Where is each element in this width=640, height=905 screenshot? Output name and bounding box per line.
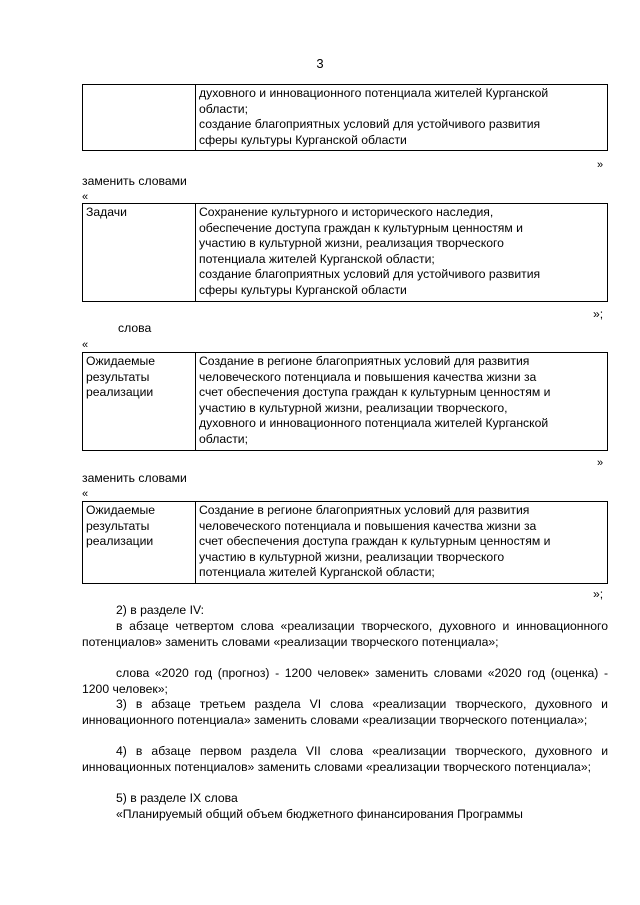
text-line: человеческого потенциала и повышения качества жизни за — [199, 518, 537, 533]
opening-quote: « — [82, 488, 89, 500]
text-line: Создание в регионе благоприятных условий для развития — [199, 503, 530, 517]
text-line: сферы культуры Курганской области — [199, 282, 407, 297]
text-line: результаты — [86, 369, 150, 384]
text-line: Ожидаемые — [86, 354, 156, 368]
table-cell-content — [196, 204, 608, 302]
table-goals-old — [82, 84, 608, 151]
closing-quote: » — [597, 457, 604, 469]
text-line: области; — [199, 431, 248, 446]
text-line: духовного и инновационного потенциала жителей Курганской — [199, 86, 549, 100]
text-line: реализации — [86, 385, 154, 400]
table-cell-content — [196, 502, 608, 584]
text-line: участию в культурной жизни, реализации творческого, — [199, 400, 508, 415]
text-line: создание благоприятных условий для устойчивого развития — [199, 117, 541, 132]
text-line: Ожидаемые — [86, 503, 156, 517]
text-line: человеческого потенциала и повышения качества жизни за — [199, 369, 537, 384]
table-cell-label — [83, 353, 196, 451]
table-cell-label — [83, 85, 196, 151]
table-cell-content — [196, 85, 608, 151]
paragraph: 5) в разделе IX слова — [116, 791, 238, 805]
text-line: реализации — [86, 534, 154, 549]
words-label: слова — [118, 321, 152, 335]
table-cell-label — [83, 502, 196, 584]
text-line: обеспечение доступа граждан к культурным ценностям и — [199, 220, 523, 235]
paragraph: «Планируемый общий объем бюджетного финансирования Программы — [116, 807, 523, 821]
closing-quote: »; — [593, 307, 604, 321]
opening-quote: « — [82, 339, 89, 351]
closing-quote: »; — [593, 587, 604, 601]
opening-quote: « — [82, 191, 89, 203]
table-cell-content — [196, 353, 608, 451]
text-line: области; — [199, 101, 248, 116]
text-line: Создание в регионе благоприятных условий для развития — [199, 354, 530, 368]
table-cell-label: Задачи — [83, 204, 196, 302]
table-results-old — [82, 352, 608, 451]
text-line: Сохранение культурного и исторического наследия, — [199, 205, 494, 219]
text-line: результаты — [86, 518, 150, 533]
paragraph: 2) в разделе IV: — [116, 603, 205, 617]
paragraph: 4) в абзаце первом раздела VII слова «реализации творческого, духовного и инновационных потенциалов» заменить словами «реализации творческого потенциала»; — [82, 744, 608, 774]
closing-quote: » — [597, 159, 604, 171]
paragraph: слова «2020 год (прогноз) - 1200 человек» заменить словами «2020 год (оценка) - 1200 человек»; — [82, 666, 608, 696]
replace-phrase: заменить словами — [82, 471, 187, 485]
text-line: счет обеспечения доступа граждан к культурным ценностям и — [199, 534, 551, 549]
paragraph: в абзаце четвертом слова «реализации творческого, духовного и инновационного потенциалов» заменить словами «реализации творческого потенциала»; — [82, 619, 608, 649]
text-line: участию в культурной жизни, реализация творческого — [199, 236, 504, 251]
text-line: духовного и инновационного потенциала жителей Курганской — [199, 416, 549, 431]
text-line: потенциала жителей Курганской области; — [199, 251, 435, 266]
text-line: счет обеспечения доступа граждан к культурным ценностям и — [199, 385, 551, 400]
text-line: участию в культурной жизни, реализации творческого — [199, 549, 505, 564]
paragraph: 3) в абзаце третьем раздела VI слова «реализации творческого, духовного и инновационного потенциала» заменить словами «реализации творческого потенциала»; — [82, 697, 608, 727]
text-line: сферы культуры Курганской области — [199, 132, 407, 147]
replace-phrase: заменить словами — [82, 174, 187, 188]
table-results-new — [82, 501, 608, 584]
text-line: потенциала жителей Курганской области; — [199, 565, 435, 580]
text-line: создание благоприятных условий для устойчивого развития — [199, 267, 541, 282]
page-number: 3 — [316, 56, 324, 71]
table-tasks-new — [82, 203, 608, 302]
